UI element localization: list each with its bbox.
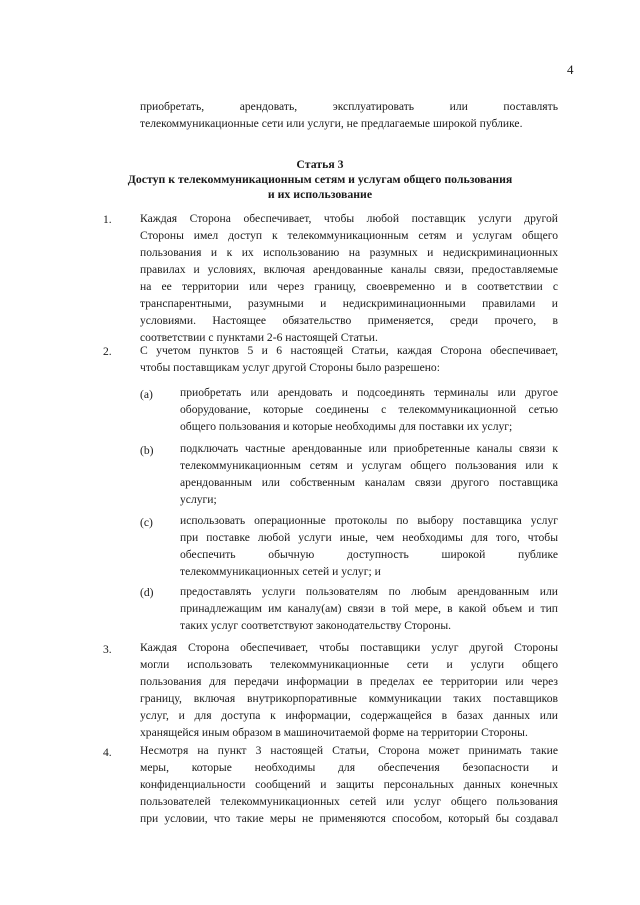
subitem-a-line: оборудование, которые соединены с телекоммуникационной сетью <box>180 403 558 416</box>
subitem-c-line: при поставке любой услуги иные, чем необходимы для того, чтобы <box>180 531 558 544</box>
item-3-line: хранящейся иным образом в машиночитаемой форме на территории Стороны. <box>140 726 528 739</box>
item-number-2: 2. <box>103 345 112 358</box>
article-title: Статья 3 <box>296 157 344 171</box>
item-1-line: Каждая Сторона обеспечивает, чтобы любой поставщик услуги другой <box>140 212 558 225</box>
subitem-b-line: арендованным или собственным каналам связи другого поставщика <box>180 476 558 489</box>
item-1-line: условиями. Настоящее обязательство применяется, среди прочего, в <box>140 314 558 327</box>
subitem-paragraph-a <box>180 384 558 435</box>
item-3-line: пользования для передачи информации в пределах ее территории или через <box>140 675 558 688</box>
subitem-d-line: принадлежащим им каналу(ам) связи в той мере, в какой объем и тип <box>180 602 558 615</box>
item-number-3: 3. <box>103 643 112 656</box>
subitem-label-b: (b) <box>140 444 154 457</box>
item-4-line: пользователей телекоммуникационных сетей или услуг общего пользования <box>140 795 558 808</box>
intro-line-1: приобретать, арендовать, эксплуатировать или поставлять <box>140 100 558 113</box>
subitem-label-d: (d) <box>140 586 154 599</box>
page-number: 4 <box>567 62 574 77</box>
item-paragraph-2 <box>140 342 558 376</box>
item-3-line: услуг, и для доступа к информации, содержащейся в базах данных или <box>140 709 558 722</box>
item-paragraph-4 <box>140 742 558 827</box>
item-3-line: могли использовать телекоммуникационные сети и услуги общего <box>140 658 558 671</box>
article-subtitle-1: Доступ к телекоммуникационным сетям и услугам общего пользования <box>127 172 513 186</box>
item-4-line: Несмотря на пункт 3 настоящей Статьи, Сторона может принимать такие <box>140 744 558 757</box>
subitem-b-line: телекоммуникационным сетям и услугам общего пользования или к <box>180 459 558 472</box>
subitem-paragraph-b <box>180 440 558 508</box>
item-1-line: пользования и к их использованию на разумных и недискриминационных <box>140 246 558 259</box>
item-3-line: границу, включая внутрикорпоративные коммуникации таких поставщиков <box>140 692 558 705</box>
subitem-b-line: услуги; <box>180 493 217 506</box>
subitem-d-line: предоставлять услуги пользователям по любым арендованным или <box>180 585 558 598</box>
item-1-line: Стороны имел доступ к телекоммуникационным сетям и услугам общего <box>140 229 558 242</box>
subitem-label-c: (c) <box>140 516 153 529</box>
subitem-c-line: обеспечить обычную доступность широкой публике <box>180 548 558 561</box>
subitem-label-a: (a) <box>140 388 153 401</box>
item-paragraph-3 <box>140 639 558 741</box>
subitem-a-line: приобретать или арендовать и подсоединять терминалы или другое <box>180 386 558 399</box>
item-number-4: 4. <box>103 746 112 759</box>
item-4-line: при условии, что такие меры не применяются способом, который бы создавал <box>140 812 558 825</box>
subitem-c-line: телекоммуникационных сетей и услуг; и <box>180 565 381 578</box>
subitem-paragraph-d <box>180 583 558 634</box>
subitem-d-line: таких услуг соответствуют законодательству Стороны. <box>180 619 452 632</box>
item-1-line: соответствии с пунктами 2-6 настоящей Статьи. <box>140 331 378 344</box>
subitem-a-line: общего пользования и которые необходимы для поставки их услуг; <box>180 420 513 433</box>
item-4-line: меры, которые необходимы для обеспечения безопасности и <box>140 761 558 774</box>
subitem-c-line: использовать операционные протоколы по выбору поставщика услуг <box>180 514 558 527</box>
item-2-line: С учетом пунктов 5 и 6 настоящей Статьи, каждая Сторона обеспечивает, <box>140 344 558 357</box>
item-3-line: Каждая Сторона обеспечивает, чтобы поставщики услуг другой Стороны <box>140 641 558 654</box>
item-number-1: 1. <box>103 213 112 226</box>
item-4-line: конфиденциальности сообщений и защиты персональных данных конечных <box>140 778 558 791</box>
intro-line-2: телекоммуникационные сети или услуги, не предлагаемые широкой публике. <box>140 117 523 130</box>
item-1-line: на ее территории или через границу, своевременно и в соответствии с <box>140 280 558 293</box>
item-1-line: транспарентными, разумными и недискриминационными правилами и <box>140 297 558 310</box>
item-paragraph-1 <box>140 210 558 346</box>
item-1-line: правилах и условиях, включая арендованные каналы связи, предоставляемые <box>140 263 558 276</box>
item-2-line: чтобы поставщикам услуг другой Стороны было разрешено: <box>140 361 440 374</box>
subitem-paragraph-c <box>180 512 558 580</box>
article-subtitle-2: и их использование <box>267 187 373 201</box>
subitem-b-line: подключать частные арендованные или приобретенные каналы связи к <box>180 442 558 455</box>
